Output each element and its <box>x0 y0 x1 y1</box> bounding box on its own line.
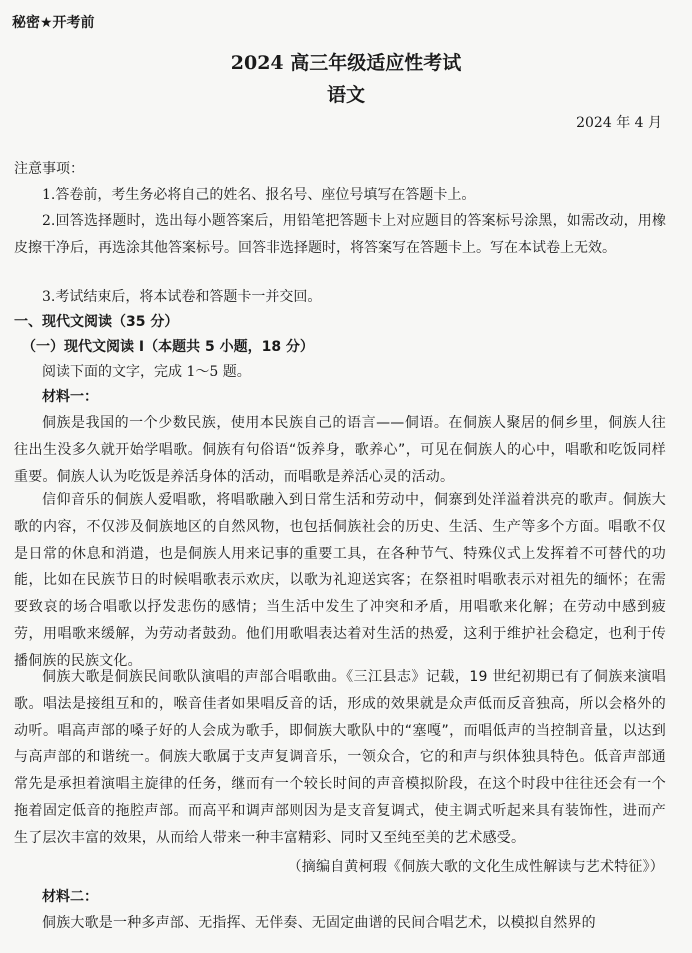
material-2-label: 材料二： <box>42 889 98 905</box>
section-1-instruction: 阅读下面的文字，完成 1～5 题。 <box>42 364 251 380</box>
section-1-heading: 一、现代文阅读（35 分） <box>14 314 179 330</box>
material-2-paragraph-1: 侗族大歌是一种多声部、无指挥、无伴奏、无固定曲谱的民间合唱艺术，以模拟自然界的 <box>42 915 596 931</box>
notice-item-2: 2.回答选择题时，选出每小题答案后，用铅笔把答题卡上对应题目的答案标号涂黑，如需改动，用橡皮擦干净后，再选涂其他答案标号。回答非选择题时，将答案写在答题卡上。写在本试卷上无效。 <box>14 213 666 256</box>
notice-heading: 注意事项： <box>14 161 84 177</box>
notice-item-1: 1.答卷前，考生务必将自己的姓名、报名号、座位号填写在答题卡上。 <box>42 187 476 203</box>
material-1-paragraph-3: 侗族大歌是侗族民间歌队演唱的声部合唱歌曲。《三江县志》记载，19 世纪初期已有了侗族来演唱歌。唱法是接组互和的，喉音佳者如果唱反音的话，形成的效果就是众声低而反音独高，所以会格外的动听。唱高声部的嗓子好的人会成为歌手，即侗族大歌队中的“塞嘎”，而唱低声的当控制音量，以达到与高声部的和谐统一。侗族大歌属于支声复调音乐，一领众合，它的和声与织体独具特色。低音声部通常先是承担着演唱主旋律的任务，继而有一个较长时间的声音模拟阶段，在这个时段中往往还会有一个拖着固定低音的拖腔声部。而高平和调声部则因为是支音复调式，使主调式听起来具有装饰性，进而产生了层次丰富的效果，从而给人带来一种丰富精彩、同时又至纯至美的艺术感受。 <box>14 669 666 846</box>
material-1-label: 材料一： <box>42 389 98 405</box>
notice-item-3: 3.考试结束后，将本试卷和答题卡一并交回。 <box>42 289 322 305</box>
section-1-subheading: （一）现代文阅读 I（本题共 5 小题，18 分） <box>22 339 314 355</box>
secret-label: 秘密★开考前 <box>12 15 95 31</box>
exam-date: 2024 年 4 月 <box>576 115 662 131</box>
material-1-source: （摘编自黄柯瑕《侗族大歌的文化生成性解读与艺术特征》） <box>287 859 664 875</box>
exam-title: 2024 高三年级适应性考试 <box>230 52 462 74</box>
material-1-paragraph-2: 信仰音乐的侗族人爱唱歌，将唱歌融入到日常生活和劳动中，侗寨到处洋溢着洪亮的歌声。侗族大歌的内容，不仅涉及侗族地区的自然风物，也包括侗族社会的历史、生活、生产等多个方面。唱歌不仅是日常的休息和消遣，也是侗族人用来记事的重要工具，在各种节气、特殊仪式上发挥着不可替代的功能，比如在民族节日的时候唱歌表示欢庆，以歌为礼迎送宾客；在祭祖时唱歌表示对祖先的缅怀；在需要致哀的场合唱歌以抒发悲伤的感情；当生活中发生了冲突和矛盾，用唱歌来化解；在劳动中感到疲劳，用唱歌来缓解，为劳动者鼓劲。他们用歌唱表达着对生活的热爱，这利于维护社会稳定，也利于传播侗族的民族文化。 <box>14 492 666 669</box>
material-1-paragraph-1: 侗族是我国的一个少数民族，使用本民族自己的语言——侗语。在侗族人聚居的侗乡里，侗族人往往出生没多久就开始学唱歌。侗族有句俗语“饭养身，歌养心”，可见在侗族人的心中，唱歌和吃饭同样重要。侗族人认为吃饭是养活身体的活动，而唱歌是养活心灵的活动。 <box>14 415 666 485</box>
subject-title: 语文 <box>326 84 365 106</box>
